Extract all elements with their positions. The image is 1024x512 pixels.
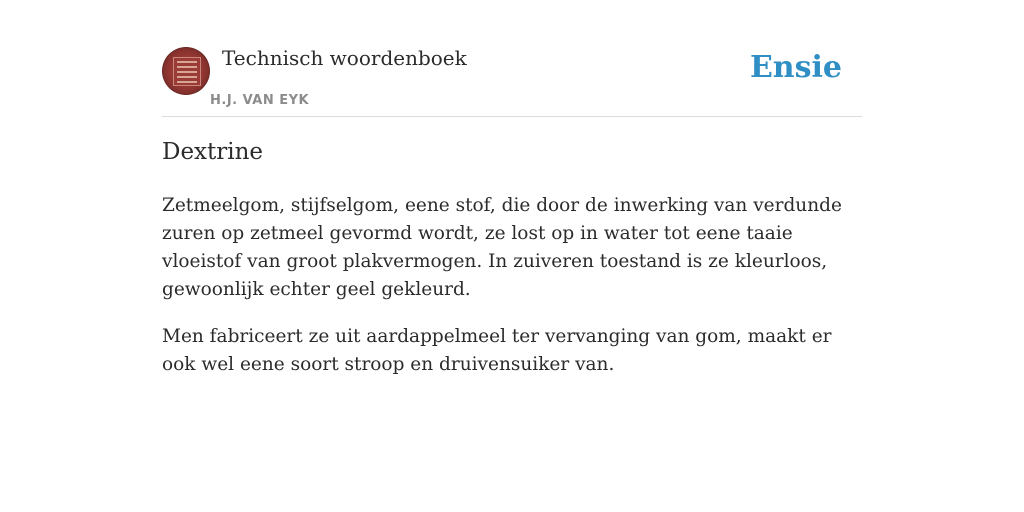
book-cover-icon[interactable]: [162, 47, 210, 95]
author-name[interactable]: H.J. VAN EYK: [210, 93, 310, 108]
entry-title: Dextrine: [162, 139, 264, 165]
brand-logo[interactable]: Ensie: [749, 50, 842, 85]
book-label-plate: [173, 57, 201, 86]
page: [162, 0, 862, 375]
header: [162, 0, 862, 117]
entry-paragraph: Men fabriceert ze uit aardappelmeel ter vervanging van gom, maakt er ook wel eene soort stroop en druivensuiker van.: [162, 326, 832, 375]
book-title[interactable]: Technisch woordenboek: [222, 46, 467, 70]
entry-paragraph: Zetmeelgom, stijfselgom, eene stof, die door de inwerking van verdunde zuren op zetmeel gevormd wordt, ze lost op in water tot eene taaie vloeistof van groot plakvermogen. In zuiveren toestand is ze kleurloos, gewoonlijk echter geel gekleurd.: [162, 195, 842, 300]
